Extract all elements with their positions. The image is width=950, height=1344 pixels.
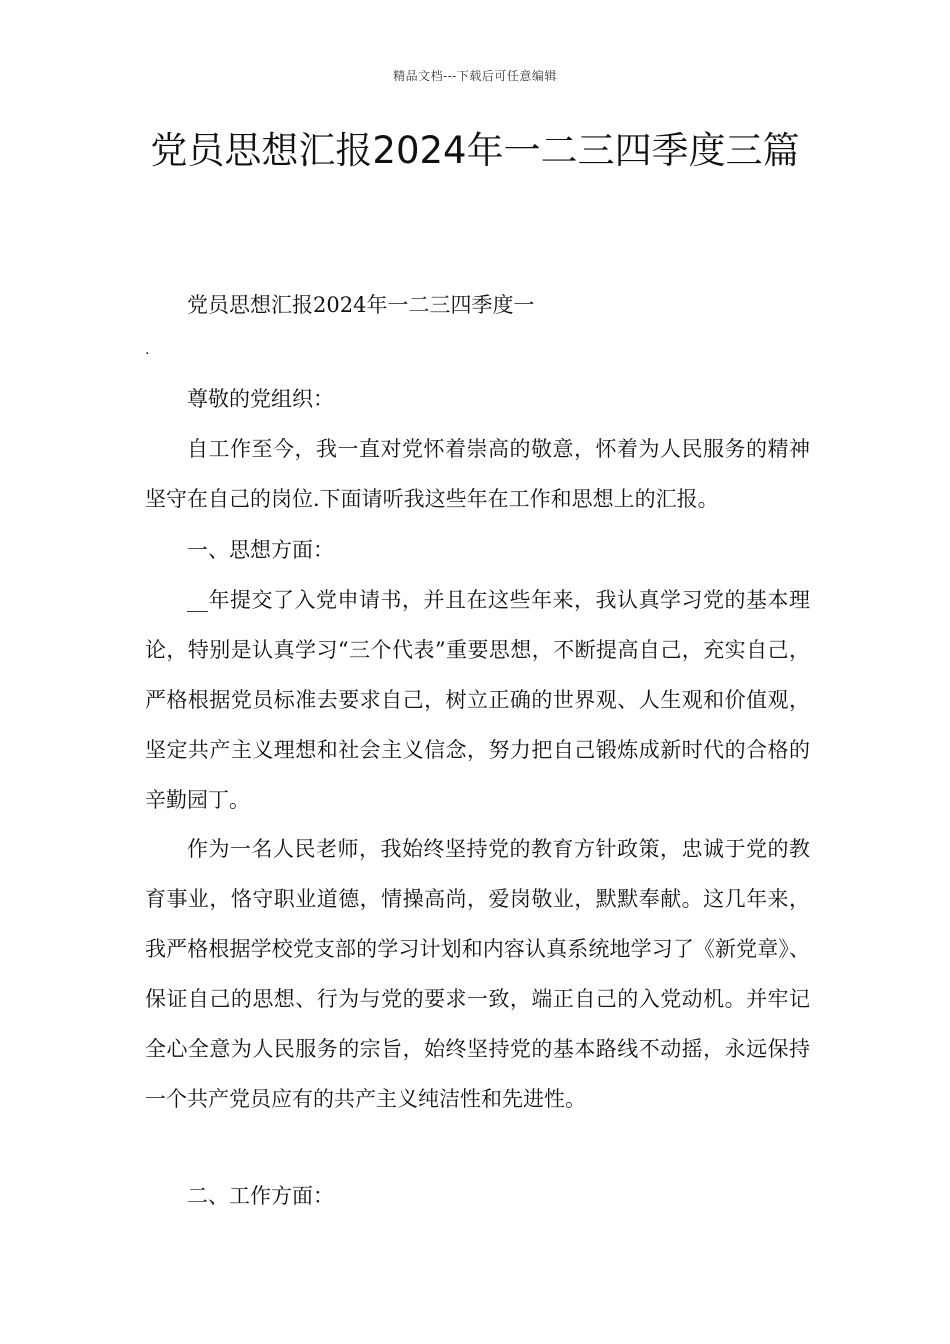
header-note: 精品文档---下载后可任意编辑 [393, 69, 557, 83]
document-subtitle: 党员思想汇报2024年一二三四季度一 [187, 293, 535, 317]
stray-dot: . [145, 342, 150, 358]
salutation: 尊敬的党组织： [187, 387, 334, 411]
section-heading-thought: 一、思想方面： [187, 538, 334, 562]
paragraph-teaching: 作为一名人民老师，我始终坚持党的教育方针政策，忠诚于党的教育事业，恪守职业道德，情操高尚，爱岗敬业，默默奉献。这几年来，我严格根据学校党支部的学习计划和内容认真系统地学习了《新党章》、保证自己的思想、行为与党的要求一致，端正自己的入党动机。并牢记全心全意为人民服务的宗旨，始终坚持党的基本路线不动摇，永远保持一个共产党员应有的共产主义纯洁性和先进性。 [145, 837, 810, 1111]
paragraph-thought: __年提交了入党申请书，并且在这些年来，我认真学习党的基本理论，特别是认真学习“三个代表”重要思想，不断提高自己，充实自己，严格根据党员标准去要求自己，树立正确的世界观、人生观和价值观，坚定共产主义理想和社会主义信念，努力把自己锻炼成新时代的合格的辛勤园丁。 [145, 588, 810, 812]
document-title: 党员思想汇报2024年一二三四季度三篇 [150, 129, 800, 172]
paragraph-intro: 自工作至今，我一直对党怀着崇高的敬意，怀着为人民服务的精神坚守在自己的岗位.下面请听我这些年在工作和思想上的汇报。 [145, 437, 810, 511]
section-heading-work: 二、工作方面： [187, 1184, 334, 1208]
